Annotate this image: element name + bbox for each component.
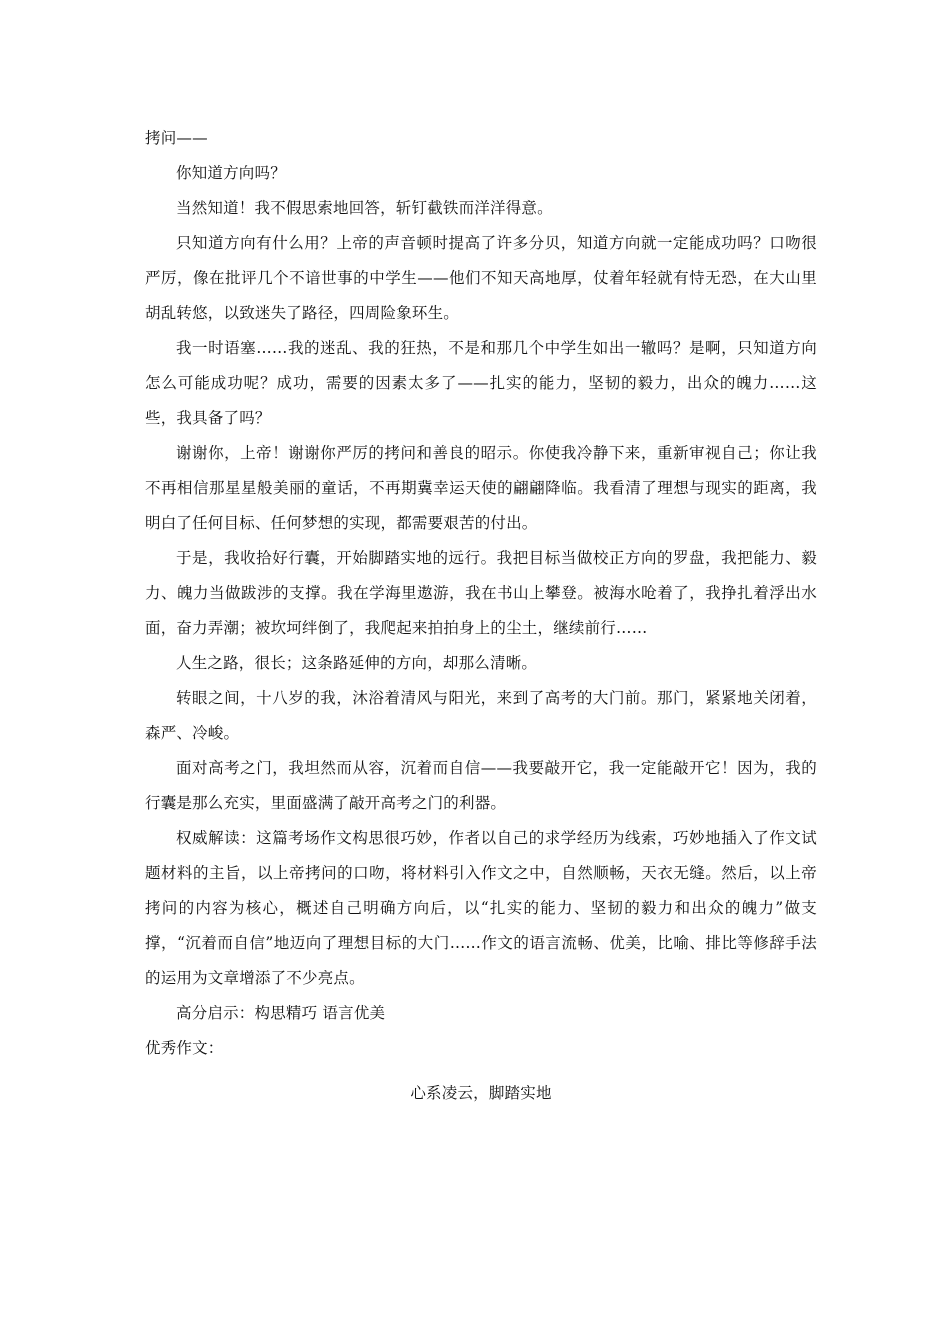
- paragraph-6: 谢谢你，上帝！谢谢你严厉的拷问和善良的昭示。你使我冷静下来，重新审视自己；你让我不再相信那星星般美丽的童话，不再期冀幸运天使的翩翩降临。我看清了理想与现实的距离，我明白了任何目标、任何梦想的实现，都需要艰苦的付出。: [145, 444, 817, 532]
- paragraph-7: 于是，我收拾好行囊，开始脚踏实地的远行。我把目标当做校正方向的罗盘，我把能力、毅力、魄力当做跋涉的支撑。我在学海里遨游，我在书山上攀登。被海水呛着了，我挣扎着浮出水面，奋力弄潮；被坎坷绊倒了，我爬起来拍拍身上的尘土，继续前行……: [145, 549, 817, 637]
- paragraph-2: 你知道方向吗？: [176, 164, 286, 182]
- excellent-essay-label: 优秀作文：: [145, 1039, 224, 1057]
- paragraph-3: 当然知道！我不假思索地回答，斩钉截铁而洋洋得意。: [176, 199, 553, 217]
- paragraph-10: 面对高考之门，我坦然而从容，沉着而自信——我要敲开它，我一定能敲开它！因为，我的行囊是那么充实，里面盛满了敲开高考之门的利器。: [145, 759, 817, 812]
- paragraph-5: 我一时语塞……我的迷乱、我的狂热，不是和那几个中学生如出一辙吗？是啊，只知道方向怎么可能成功呢？成功，需要的因素太多了——扎实的能力，坚韧的毅力，出众的魄力……这些，我具备了吗？: [145, 339, 817, 427]
- essay-title: 心系凌云，脚踏实地: [410, 1084, 552, 1102]
- paragraph-9: 转眼之间，十八岁的我，沐浴着清风与阳光，来到了高考的大门前。那门，紧紧地关闭着，森严、冷峻。: [145, 689, 817, 742]
- paragraph-1: 拷问——: [145, 129, 208, 147]
- document-body: [145, 121, 817, 1111]
- high-score-tip: 高分启示：构思精巧 语言优美: [176, 1004, 386, 1022]
- paragraph-8: 人生之路，很长；这条路延伸的方向，却那么清晰。: [176, 654, 538, 672]
- authority-commentary: 权威解读：这篇考场作文构思很巧妙，作者以自己的求学经历为线索，巧妙地插入了作文试题材料的主旨，以上帝拷问的口吻，将材料引入作文之中，自然顺畅，天衣无缝。然后，以上帝拷问的内容为核心，概述自己明确方向后，以“扎实的能力、坚韧的毅力和出众的魄力”做支撑，“沉着而自信”地迈向了理想目标的大门……作文的语言流畅、优美，比喻、排比等修辞手法的运用为文章增添了不少亮点。: [145, 829, 817, 987]
- paragraph-4: 只知道方向有什么用？上帝的声音顿时提高了许多分贝，知道方向就一定能成功吗？口吻很严厉，像在批评几个不谙世事的中学生——他们不知天高地厚，仗着年轻就有恃无恐，在大山里胡乱转悠，以致迷失了路径，四周险象环生。: [145, 234, 817, 322]
